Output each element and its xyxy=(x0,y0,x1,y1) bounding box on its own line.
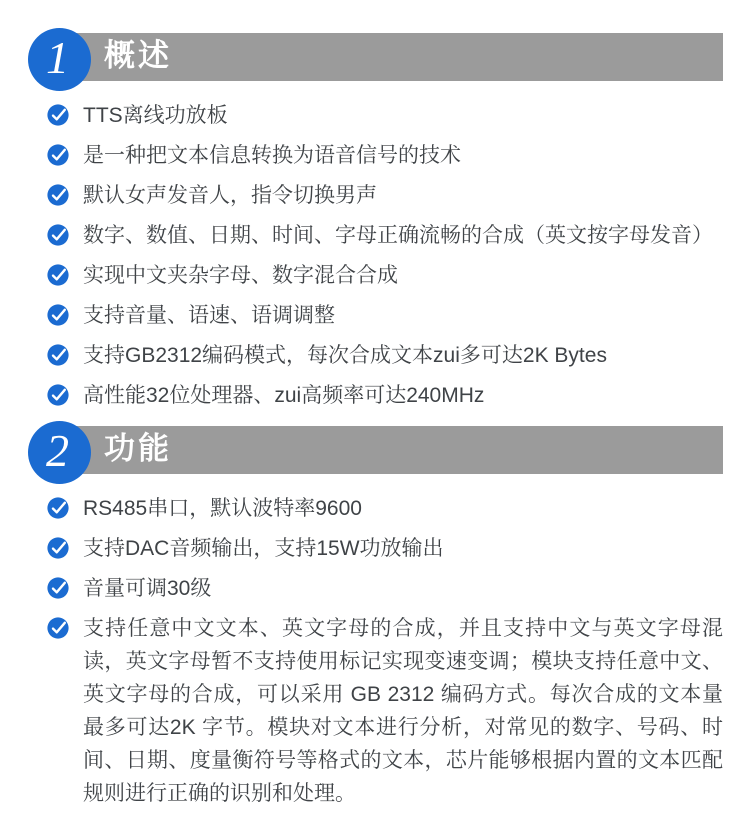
feature-text: 支持任意中文文本、英文字母的合成，并且支持中文与英文字母混读，英文字母暂不支持使用标记实现变速变调；模块支持任意中文、英文字母的合成，可以采用 GB 2312 编码方式。每次合成的文本量最多可达2K 字节。模块对文本进行分析，对常见的数字、号码、时间、日期、度量衡符号等格式的文本，芯片能够根据内置的文本匹配规则进行正确的识别和处理。 xyxy=(83,617,723,805)
feature-text: 支持GB2312编码模式，每次合成文本zui多可达2K Bytes xyxy=(83,344,607,367)
feature-item xyxy=(47,612,723,810)
section-number-badge xyxy=(28,28,91,91)
section-number: 1 xyxy=(46,31,69,83)
feature-text: RS485串口，默认波特率9600 xyxy=(83,497,362,520)
section-title-bar xyxy=(58,426,723,474)
feature-text: 音量可调30级 xyxy=(83,577,212,600)
feature-item xyxy=(47,139,723,172)
feature-text: 数字、数值、日期、时间、字母正确流畅的合成（英文按字母发音） xyxy=(83,224,713,247)
check-circle-icon xyxy=(47,144,69,166)
section-title: 概述 xyxy=(104,38,172,73)
check-circle-icon xyxy=(47,344,69,366)
feature-text: 支持音量、语速、语调调整 xyxy=(83,304,335,327)
check-circle-icon xyxy=(47,497,69,519)
section-header xyxy=(28,421,723,484)
feature-item xyxy=(47,572,723,605)
check-circle-icon xyxy=(47,224,69,246)
feature-item xyxy=(47,219,723,252)
feature-item xyxy=(47,339,723,372)
feature-item xyxy=(47,259,723,292)
check-circle-icon xyxy=(47,384,69,406)
feature-text: TTS离线功放板 xyxy=(83,104,228,127)
check-circle-icon xyxy=(47,264,69,286)
section-title-bar xyxy=(58,33,723,81)
feature-text: 默认女声发音人，指令切换男声 xyxy=(83,184,377,207)
feature-item xyxy=(47,99,723,132)
section-header xyxy=(28,28,723,91)
feature-item xyxy=(47,532,723,565)
feature-item xyxy=(47,492,723,525)
sections-container xyxy=(0,28,750,810)
feature-text: 实现中文夹杂字母、数字混合合成 xyxy=(83,264,398,287)
section-title: 功能 xyxy=(104,431,172,466)
feature-list xyxy=(47,99,723,412)
section xyxy=(0,28,750,412)
section-number-badge xyxy=(28,421,91,484)
feature-item xyxy=(47,179,723,212)
check-circle-icon xyxy=(47,184,69,206)
feature-list xyxy=(47,492,723,810)
feature-text: 支持DAC音频输出，支持15W功放输出 xyxy=(83,537,444,560)
feature-text: 高性能32位处理器、zui高频率可达240MHz xyxy=(83,384,485,407)
check-circle-icon xyxy=(47,304,69,326)
feature-item xyxy=(47,299,723,332)
check-circle-icon xyxy=(47,617,69,639)
feature-item xyxy=(47,379,723,412)
check-circle-icon xyxy=(47,577,69,599)
section-number: 2 xyxy=(46,424,69,476)
check-circle-icon xyxy=(47,104,69,126)
section xyxy=(0,421,750,810)
check-circle-icon xyxy=(47,537,69,559)
feature-text: 是一种把文本信息转换为语音信号的技术 xyxy=(83,144,461,167)
